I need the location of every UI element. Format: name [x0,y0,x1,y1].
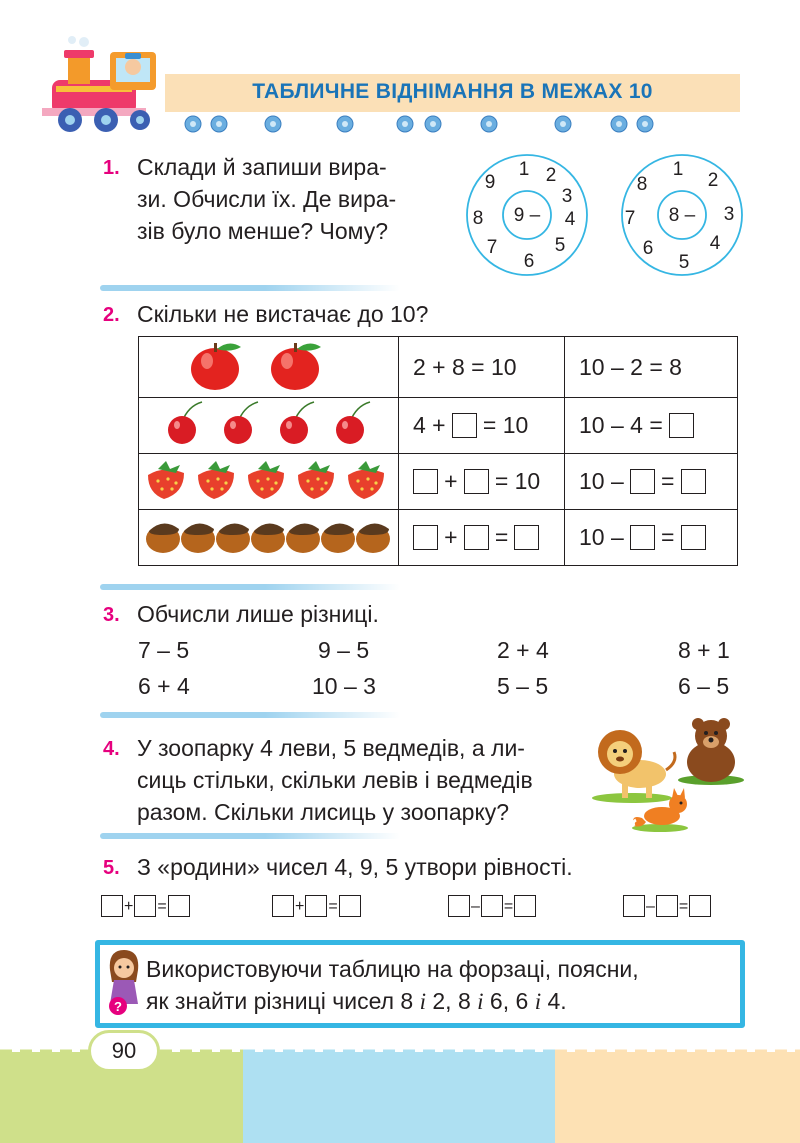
sum-cell: + = 10 [399,454,565,510]
svg-text:1: 1 [518,159,530,180]
answer-box[interactable] [168,895,190,917]
answer-box[interactable] [464,469,489,494]
task1-line: Склади й запиши вира- [137,154,387,180]
task4-line: разом. Скільки лисиць у зоопарку? [137,799,510,825]
task1-number: 1. [103,157,120,179]
equation-template: + = [101,895,190,918]
table-row [139,454,738,510]
sum-cell: 2 + 8 = 10 [399,337,565,398]
svg-text:8: 8 [636,174,648,195]
expression: 5 – 5 [497,673,549,699]
answer-box[interactable] [514,895,536,917]
answer-box[interactable] [656,895,678,917]
svg-text:3: 3 [561,186,573,207]
number-wheel-8 [617,150,747,280]
expression: 6 – 5 [678,673,730,699]
expression: 8 + 1 [678,637,730,663]
table-row [139,510,738,566]
answer-box[interactable] [623,895,645,917]
answer-box[interactable] [630,525,655,550]
page-number: 90 [111,1038,137,1063]
svg-text:3: 3 [723,204,735,225]
svg-text:6: 6 [523,251,535,272]
number-wheel-9 [462,150,592,280]
separator [100,833,400,839]
svg-text:?: ? [114,999,122,1014]
tip-line: Використовуючи таблицю на форзаці, поясни, [146,956,639,982]
footer-band-middle [243,1052,555,1143]
diff-cell: 10 – = [565,454,738,510]
apples-cell [139,337,399,398]
answer-box[interactable] [101,895,123,917]
svg-text:9: 9 [484,172,496,193]
fox-icon [628,786,692,834]
svg-text:4: 4 [564,209,576,230]
track-dots [175,112,665,136]
apple-icon [189,337,349,391]
equation-template: + = [272,895,361,918]
task5-text: З «родини» чисел 4, 9, 5 утвори рівності. [137,854,573,880]
table-row [139,398,738,454]
svg-text:4: 4 [709,233,721,254]
task4-line: сиць стільки, скільки левів і ведмедів [137,767,533,793]
answer-box[interactable] [448,895,470,917]
expression: 7 – 5 [138,637,190,663]
diff-cell: 10 – = [565,510,738,566]
answer-box[interactable] [464,525,489,550]
diff-cell: 10 – 4 = [565,398,738,454]
tip-text [146,953,731,1018]
answer-box[interactable] [681,469,706,494]
answer-box[interactable] [134,895,156,917]
task2-text: Скільки не вистачає до 10? [137,301,429,327]
answer-box[interactable] [514,525,539,550]
cherry-icon [164,400,374,446]
task4-line: У зоопарку 4 леви, 5 ведмедів, а ли- [137,735,525,761]
equation-template: – = [448,895,536,918]
svg-text:5: 5 [678,252,690,273]
bear-icon [676,716,746,786]
task1-line: зів було менше? Чому? [137,218,389,244]
answer-box[interactable] [681,525,706,550]
answer-box[interactable] [305,895,327,917]
expression: 2 + 4 [497,637,549,663]
train-icon [42,36,172,136]
task1-text [137,151,457,247]
tip-line: як знайти різниці чисел 8 і 2, 8 і 6, 6 і 4. [146,988,567,1014]
wheel-center: 9 – [513,205,541,226]
task1-line: зи. Обчисли їх. Де вира- [137,186,397,212]
complement-table [138,336,738,566]
separator [100,285,400,291]
acorns-cell [139,510,399,566]
svg-text:2: 2 [545,165,557,186]
expression: 6 + 4 [138,673,190,699]
diff-cell: 10 – 2 = 8 [565,337,738,398]
answer-box[interactable] [481,895,503,917]
expression: 10 – 3 [312,673,376,699]
sum-cell: + = [399,510,565,566]
sum-cell: 4 + = 10 [399,398,565,454]
answer-box[interactable] [689,895,711,917]
expression: 9 – 5 [318,637,370,663]
strawberry-icon [144,457,394,501]
answer-box[interactable] [272,895,294,917]
svg-text:6: 6 [642,238,654,259]
footer-band-right [555,1052,800,1143]
girl-question-icon [104,948,144,1016]
svg-text:1: 1 [672,159,684,180]
answer-box[interactable] [413,469,438,494]
svg-text:7: 7 [624,208,636,229]
strawberries-cell [139,454,399,510]
answer-box[interactable] [452,413,477,438]
table-row [139,337,738,398]
separator [100,712,400,718]
task3-text: Обчисли лише різниці. [137,601,379,627]
task2-number: 2. [103,304,120,326]
task5-number: 5. [103,857,120,879]
answer-box[interactable] [669,413,694,438]
answer-box[interactable] [339,895,361,917]
svg-text:7: 7 [486,237,498,258]
cherries-cell [139,398,399,454]
svg-text:2: 2 [707,170,719,191]
task4-text [137,732,577,828]
wheel-center: 8 – [668,205,696,226]
task4-number: 4. [103,738,120,760]
svg-text:5: 5 [554,235,566,256]
svg-text:8: 8 [472,208,484,229]
answer-box[interactable] [413,525,438,550]
separator [100,584,400,590]
task3-number: 3. [103,604,120,626]
acorn-icon [145,515,393,555]
page-title: ТАБЛИЧНЕ ВІДНІМАННЯ В МЕЖАХ 10 [252,80,653,103]
answer-box[interactable] [630,469,655,494]
equation-template: – = [623,895,711,918]
